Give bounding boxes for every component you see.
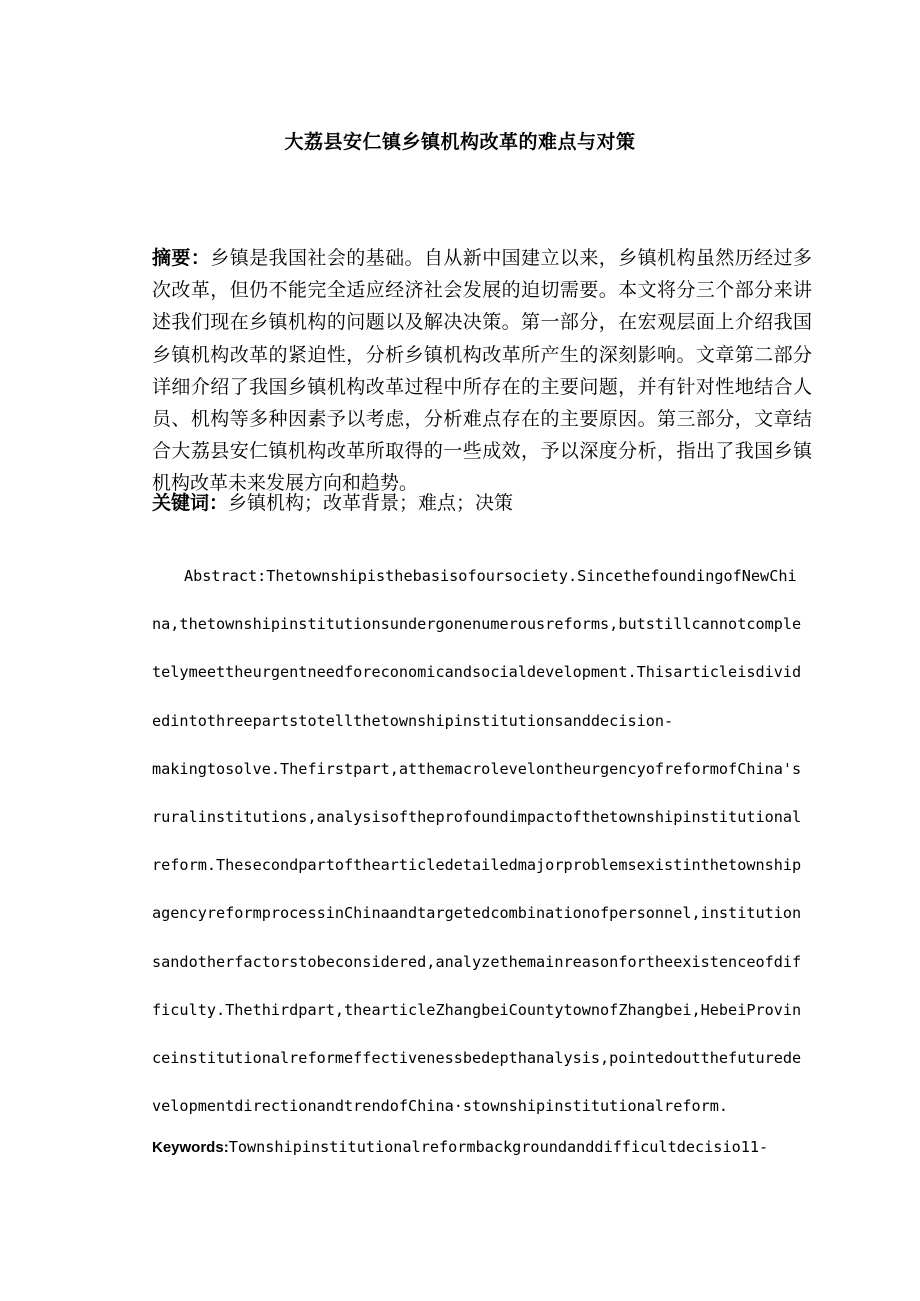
- abstract-english-line: Abstract:Thetownshipisthebasisofoursociety.SincethefoundingofNewChi: [184, 567, 797, 585]
- abstract-chinese-label: 摘要：: [152, 247, 211, 269]
- abstract-english-line: makingtosolve.Thefirstpart,atthemacrolevelontheurgencyofreformofChina's: [152, 759, 802, 778]
- abstract-english-line: telymeettheurgentneedforeconomicandsocialdevelopment.Thisarticleisdivid: [152, 663, 802, 682]
- abstract-english: [152, 552, 814, 1130]
- abstract-english-line: ficulty.Thethirdpart,thearticleZhangbeiCountytownofZhangbei,HebeiProvin: [152, 1000, 802, 1019]
- abstract-english-line: velopmentdirectionandtrendofChina·stownshipinstitutionalreform.: [152, 1097, 729, 1116]
- keywords-english-label: Keywords:: [152, 1139, 229, 1156]
- abstract-chinese-text: 乡镇是我国社会的基础。自从新中国建立以来，乡镇机构虽然历经过多次改革，但仍不能完全适应经济社会发展的迫切需要。本文将分三个部分来讲述我们现在乡镇机构的问题以及解决决策。第一部分，在宏观层面上介绍我国乡镇机构改革的紧迫性，分析乡镇机构改革所产生的深刻影响。文章第二部分详细介绍了我国乡镇机构改革过程中所存在的主要问题，并有针对性地结合人员、机构等多种因素予以考虑，分析难点存在的主要原因。第三部分，文章结合大荔县安仁镇机构改革所取得的一些成效，予以深度分析，指出了我国乡镇机构改革未来发展方向和趋势。: [152, 247, 812, 495]
- abstract-english-line: ruralinstitutions,analysisoftheprofoundimpactofthetownshipinstitutional: [152, 807, 802, 826]
- abstract-chinese: [152, 242, 812, 500]
- abstract-english-line: na,thetownshipinstitutionsundergonenumerousreforms,butstillcannotcomple: [152, 615, 802, 634]
- abstract-english-line: edintothreepartstotellthetownshipinstitutionsanddecision-: [152, 711, 674, 730]
- abstract-english-line: ceinstitutionalreformeffectivenessbedepthanalysis,pointedoutthefuturede: [152, 1048, 802, 1067]
- keywords-chinese: [152, 487, 812, 519]
- keywords-english: [152, 1131, 814, 1164]
- keywords-english-text: Townshipinstitutionalreformbackgroundanddifficultdecisio11-: [228, 1138, 769, 1156]
- keywords-chinese-label: 关键词：: [152, 492, 229, 514]
- document-title: 大荔县安仁镇乡镇机构改革的难点与对策: [284, 131, 636, 153]
- keywords-chinese-text: 乡镇机构；改革背景；难点；决策: [228, 492, 514, 514]
- abstract-english-line: agencyreformprocessinChinaandtargetedcombinationofpersonnel,institution: [152, 904, 802, 923]
- abstract-english-line: reform.Thesecondpartofthearticledetailedmajorproblemsexistinthetownship: [152, 856, 802, 875]
- abstract-english-line: sandotherfactorstobeconsidered,analyzethemainreasonfortheexistenceofdif: [152, 952, 802, 971]
